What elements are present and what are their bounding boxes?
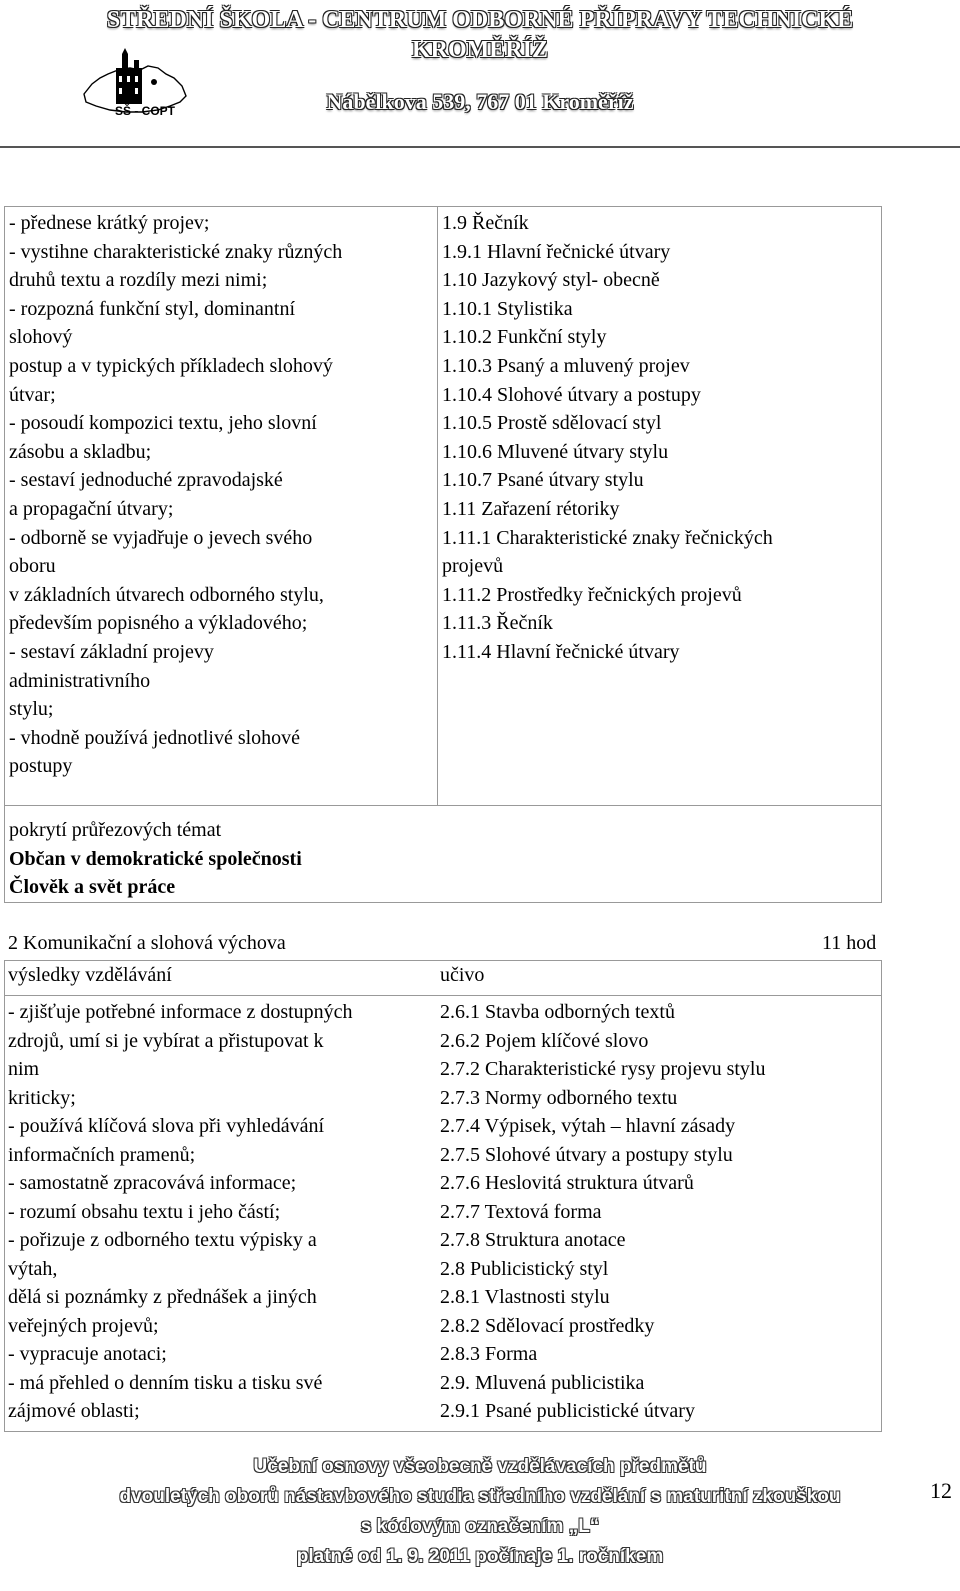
content-line: 1.9 Řečník (442, 212, 529, 234)
result-line: nim (8, 1058, 40, 1080)
result-line: postup a v typických příkladech slohový (9, 354, 333, 377)
footer-line2: dvouletých oborů nástavbového studia středního vzdělání s maturitní zkouškou (119, 1486, 841, 1507)
school-name-line1: STŘEDNÍ ŠKOLA - CENTRUM ODBORNÉ PŘÍPRAVY TECHNICKÉ (106, 7, 854, 33)
result-line: kriticky; (8, 1086, 76, 1109)
result-line: - přednese krátký projev; (9, 212, 210, 234)
result-line: útvar; (9, 383, 56, 406)
coverage-cell (4, 805, 882, 903)
coverage-topic: Člověk a svět práce (9, 876, 176, 899)
result-line: stylu; (9, 698, 54, 721)
content-line: 1.10.1 Stylistika (442, 297, 573, 320)
content-line: 1.10.4 Slohové útvary a postupy (442, 383, 701, 406)
content-line: 2.9.1 Psané publicistické útvary (440, 1400, 695, 1422)
col-header-results: výsledky vzdělávání (8, 964, 172, 986)
content-line: 1.11.3 Řečník (442, 612, 553, 635)
content-line: 1.11.2 Prostředky řečnických projevů (442, 583, 742, 606)
result-line: - rozpozná funkční styl, dominantní (9, 297, 296, 320)
content-line: 2.6.2 Pojem klíčové slovo (440, 1029, 649, 1052)
section1-results-cell (4, 206, 438, 806)
result-line: postupy (9, 755, 73, 778)
section2-results-list (8, 998, 436, 1426)
result-line: - vystihne charakteristické znaky různých (9, 240, 343, 263)
section2-content-list (440, 998, 880, 1426)
result-line: - pořizuje z odborného textu výpisky a (8, 1229, 317, 1251)
content-line: 2.7.5 Slohové útvary a postupy stylu (440, 1143, 733, 1166)
coverage-label: pokrytí průřezových témat (9, 819, 222, 841)
result-line: - rozumí obsahu textu i jeho částí; (8, 1200, 281, 1223)
footer-line3: s kódovým označením „L“ (360, 1516, 600, 1537)
result-line: - má přehled o denním tisku a tisku své (8, 1371, 323, 1394)
content-line: projevů (442, 555, 504, 578)
section2-header-divider (4, 995, 882, 996)
content-line: 2.7.7 Textová forma (440, 1200, 602, 1223)
content-line: 2.9. Mluvená publicistika (440, 1371, 645, 1394)
content-line: 1.10.7 Psané útvary stylu (442, 469, 644, 492)
page-number: 12 (930, 1478, 952, 1503)
content-line: 2.7.8 Struktura anotace (440, 1229, 626, 1251)
section1-content-list (442, 209, 877, 667)
result-line: zdrojů, umí si je vybírat a přistupovat k (8, 1029, 324, 1052)
content-line: 2.8.1 Vlastnosti stylu (440, 1286, 610, 1308)
content-line: 2.7.3 Normy odborného textu (440, 1086, 678, 1109)
result-line: výtah, (8, 1257, 58, 1280)
result-line: veřejných projevů; (8, 1314, 159, 1337)
section2-title: 2 Komunikační a slohová výchova (8, 932, 286, 954)
content-line: 1.10.2 Funkční styly (442, 326, 607, 349)
result-line: slohový (9, 326, 73, 349)
result-line: v základních útvarech odborného stylu, (9, 583, 324, 606)
result-line: - vypracuje anotaci; (8, 1343, 167, 1365)
content-line: 1.10 Jazykový styl- obecně (442, 269, 660, 292)
coverage-topic: Občan v demokratické společnosti (9, 847, 302, 870)
header-divider (0, 146, 960, 148)
result-line: - používá klíčová slova při vyhledávání (8, 1115, 325, 1137)
content-line: 1.11.1 Charakteristické znaky řečnických (442, 526, 773, 549)
content-line: 1.10.6 Mluvené útvary stylu (442, 440, 669, 463)
content-line: 2.8 Publicistický styl (440, 1257, 609, 1280)
content-line: 2.6.1 Stavba odborných textů (440, 1001, 675, 1023)
footer-line1: Učební osnovy všeobecně vzdělávacích předmětů (253, 1456, 707, 1477)
result-line: - odborně se vyjadřuje o jevech svého (9, 526, 313, 549)
result-line: oboru (9, 555, 56, 578)
content-line: 2.8.2 Sdělovací prostředky (440, 1314, 655, 1337)
section1-results-list (9, 209, 433, 781)
result-line: administrativního (9, 669, 151, 692)
result-line: - sestaví základní projevy (9, 640, 214, 663)
content-line: 1.11.4 Hlavní řečnické útvary (442, 640, 680, 663)
school-name-line2: KROMĚŘÍŽ (411, 37, 548, 63)
result-line: informačních pramenů; (8, 1143, 196, 1166)
content-line: 1.9.1 Hlavní řečnické útvary (442, 240, 671, 263)
school-address: Nábělkova 539, 767 01 Kroměříž (326, 89, 634, 114)
content-line: 1.10.3 Psaný a mluvený projev (442, 354, 690, 377)
content-line: 1.10.5 Prostě sdělovací styl (442, 412, 662, 435)
result-line: - posoudí kompozici textu, jeho slovní (9, 412, 317, 435)
content-line: 2.7.6 Heslovitá struktura útvarů (440, 1172, 694, 1194)
logo-caption: SŠ - COPT (115, 104, 176, 118)
content-line: 2.8.3 Forma (440, 1343, 538, 1365)
footer-line4: platné od 1. 9. 2011 počínaje 1. ročníkem (296, 1546, 664, 1567)
section1-content-cell (437, 206, 882, 806)
content-line: 2.7.4 Výpisek, výtah – hlavní zásady (440, 1115, 736, 1137)
result-line: druhů textu a rozdíly mezi nimi; (9, 269, 268, 292)
result-line: - vhodně používá jednotlivé slohové (9, 726, 301, 749)
result-line: dělá si poznámky z přednášek a jiných (8, 1286, 317, 1308)
result-line: - zjišťuje potřebné informace z dostupných (8, 1001, 353, 1023)
result-line: zájmové oblasti; (8, 1400, 140, 1422)
col-header-content: učivo (440, 964, 485, 986)
section2-hours: 11 hod (822, 932, 877, 954)
result-line: - samostatně zpracovává informace; (8, 1172, 297, 1194)
result-line: zásobu a skladbu; (9, 440, 152, 463)
result-line: především popisného a výkladového; (9, 612, 308, 635)
result-line: - sestaví jednoduché zpravodajské (9, 469, 283, 492)
content-line: 2.7.2 Charakteristické rysy projevu stylu (440, 1058, 766, 1080)
content-line: 1.11 Zařazení rétoriky (442, 497, 620, 520)
result-line: a propagační útvary; (9, 497, 174, 520)
